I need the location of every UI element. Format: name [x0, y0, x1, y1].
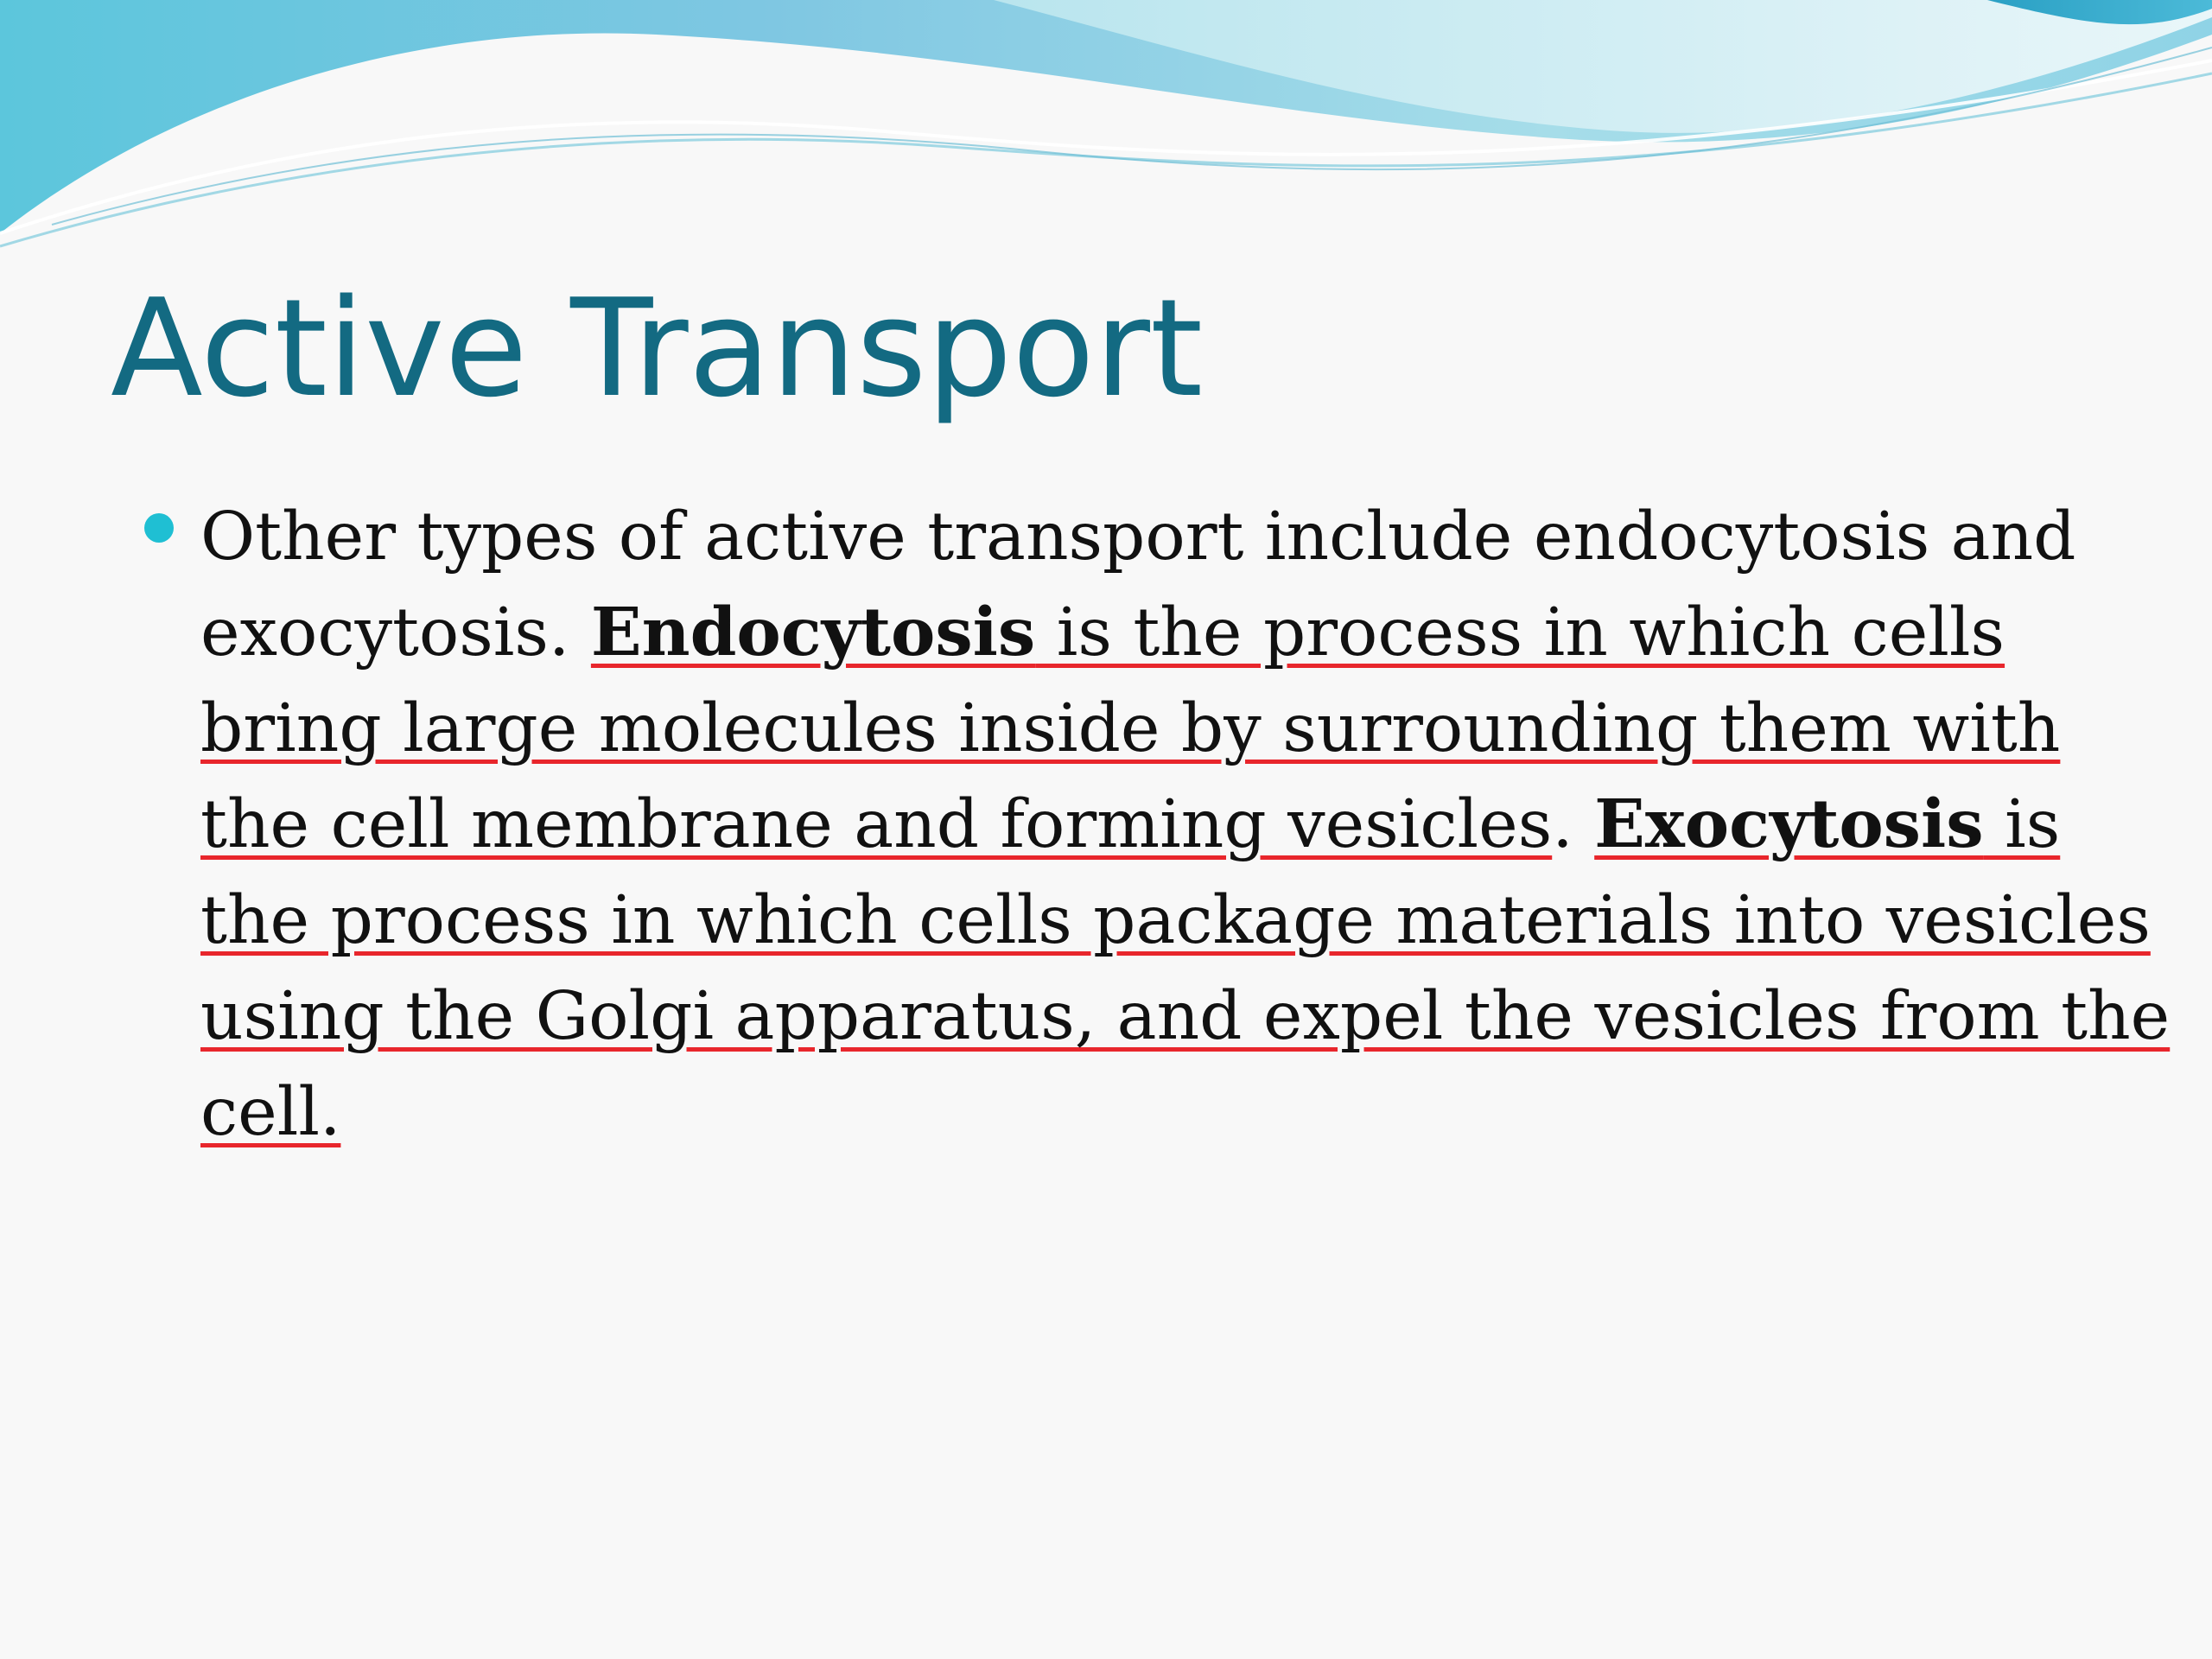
bullet-intro-text: Other types of active transport include endocytosis and exocytosis.: [200, 499, 2076, 671]
bullet-item: [200, 489, 2188, 1160]
bullet-text: [200, 489, 2188, 1160]
bullet-dot-icon: [144, 513, 174, 543]
exocytosis-definition-text: is the process in which cells package materials into vesicles using the Golgi apparatus, and expel the vesicles from the cell.: [200, 786, 2171, 1151]
endocytosis-term: Endocytosis: [590, 594, 1036, 671]
wave-header-decoration: [0, 0, 2212, 259]
exocytosis-term: Exocytosis: [1594, 785, 1984, 863]
slide-title: Active Transport: [111, 270, 1204, 427]
endocytosis-period: .: [1552, 786, 1595, 863]
endocytosis-definition-text: is the process in which cells bring large molecules inside by surrounding them with the cell membrane and forming vesicles: [200, 594, 2061, 863]
